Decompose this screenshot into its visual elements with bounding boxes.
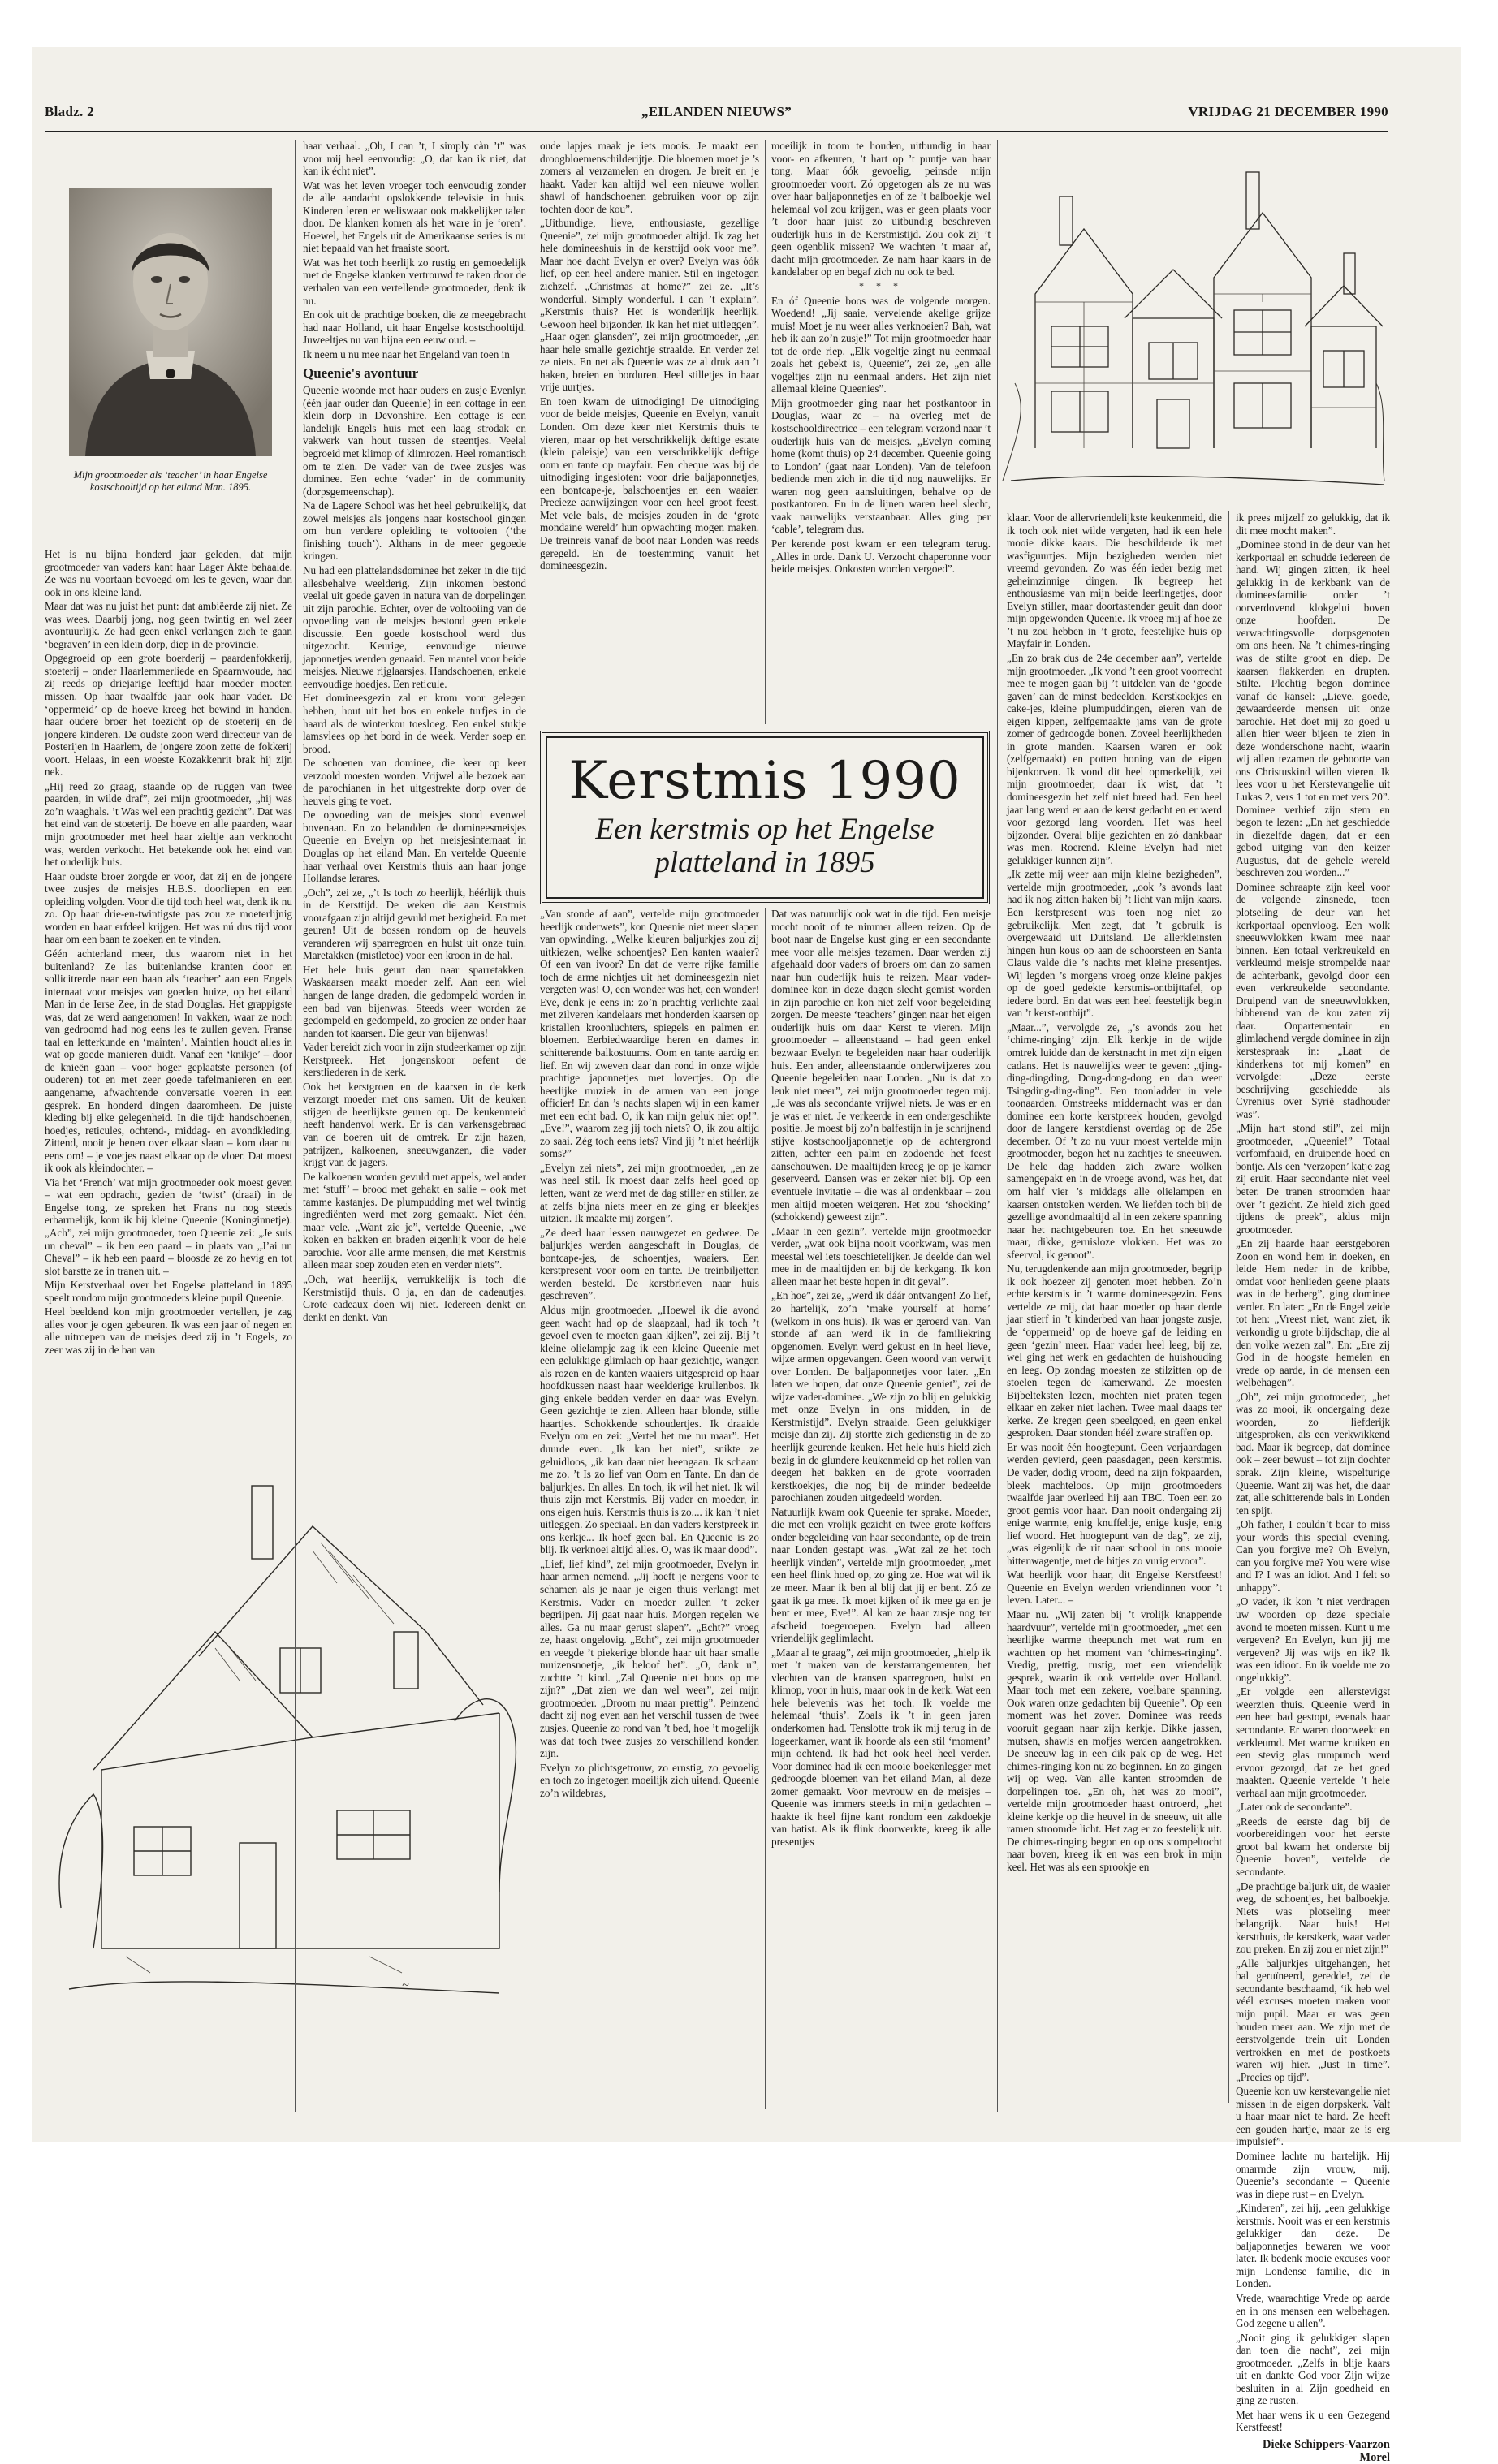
paragraph: De opvoeding van de meisjes stond evenwel bovenaan. En zo belandden de domineesmeisjes Queenie en Evelyn op het meisjesinternaat in Douglas op het eiland Man. En vertelde Queenie haar verhaal over Kerstmis thuis aan haar jonge Hollandse lerares. — [303, 809, 526, 885]
paragraph: „Dominee stond in de deur van het kerkportaal en schudde iedereen de hand. Wij gingen zitten, ik heel gelukkig in de kerkbank van de domineesfamilie onder ’t oorverdovend klokgelui boven onze hoofden. De verwachtingsvolle dorpsgenoten om ons heen. Na ’t chimes-ringing was de stilte groot en diep. De kaarsen flakkerden en drupten. Stilte. Plechtig begon dominee vanaf de kansel: „Lieve, goede, gewaardeerde mensen uit onze parochie. Het doet mij zo goed u allen hier weer bijeen te zien in deze wonderschone nacht, waarin wij allen tezamen de geboorte van ons Christuskind willen vieren. Ik lees voor u het Kerstevangelie uit Lukas 2, vers 1 tot en met vers 20”. Dominee verhief zijn stem en begon te lezen: „En het geschiedde in diezelfde dagen, dat er een gebod uitging van den keizer Augustus, dat de gehele wereld beschreven zou worden...” — [1236, 538, 1390, 879]
paragraph: „Uitbundige, lieve, enthousiaste, gezellige Queenie”, zei mijn grootmoeder altijd. Ik zag het hele domineeshuis in de kersttijd ook voor me”. Maar hoe dacht Evelyn er over? Evelyn was óók lief, op een heel andere manier. Stil en ingetogen zichzelf. „Christmas at home?” zei ze. „It’s wonderful. Simply wonderful. I can ’t explain”. „Kerstmis thuis? Het is wonderlijk heerlijk. Gewoon heel bijzonder. Ik kan het niet uitleggen”. „Haar ogen glansden”, zei mijn grootmoeder, „en haar hele smalle gezichtje straalde. En verder zei ze niets. En net als Queenie was ze al druk aan ’t haken, breien en borduren. Heel stilletjes in haar vrije uurtjes. — [540, 217, 759, 394]
paragraph: Mijn Kerstverhaal over het Engelse platteland in 1895 speelt rondom mijn grootmoeders kleine pupil Queenie. — [45, 1279, 292, 1304]
paragraph: ik prees mijzelf zo gelukkig, dat ik dit mee mocht maken”. — [1236, 511, 1390, 537]
column-rule — [997, 140, 998, 2112]
paragraph: „Maar al te graag”, zei mijn grootmoeder, „hielp ik met ’t maken van de kerstarrangementen, het vlechten van de kransen sparregroen, hulst en klimop, voor in huis, maar ook in de kerk. Wat een hele belevenis was het toch. Ik voelde me helemaal ‘thuis’. Zoals ik ’t in geen jaren onderkomen had. Tenslotte trok ik mij terug in de logeerkamer, want ik hoorde als een stil ‘moment’ mijn ochtend. Ik had het ook heel heel verder. Voor dominee had ik een mooie boekenlegger met gedroogde bloemen van het eiland Man, al deze zomer gemaakt. Voor mevrouw en de meisjes – Queenie was immers steeds in mijn gedachten – haakte ik heel fijne kant rondom een zakdoekje van batist. Als ik flink doorwerkte, kreeg ik alle presentjes — [771, 1646, 991, 1848]
paragraph: Géén achterland meer, dus waarom niet in het buitenland? Ze las buitenlandse kranten door en sollicitrerde naar een baan als ‘teacher’ aan een Engels internaat voor meisjes van goeden huize, op het eiland Man in de Ierse Zee, in de stad Douglas. Het grappigste was, dat ze werd aangenomen! In vakken, waar ze noch van gedroomd had nog eens les te zullen geven. Franse taal en letterkunde en ‘mainten’. Maintien houdt alles in wat op goede manieren duidt. Vanaf een ‘knikje’ – door de knieën gaan – voor hoger geplaatste personen (of ouderen) tot en met zeer goede tafelmanieren en een aangename, afwachtende conversatie voeren in een gesprek. En honderd dingen daaromheen. De juiste kleding bij elke gelegenheid. In die tijd: handschoenen, hoedjes, reticules, ochtend-, middag- en avondkleding. Zittend, nooit je benen over elkaar slaan – kom daar nu eens om! – je voetjes naast elkaar op de vloer. Dat moest ik ook als kleindochter. – — [45, 947, 292, 1175]
paragraph: „De prachtige baljurk uit, de waaier weg, de schoentjes, het balboekje. Niets was plotseling meer belangrijk. Naar huis! Het kerstthuis, de kerstkerk, waar vader zou preken. En zij zou er niet zijn!” — [1236, 1879, 1390, 1956]
paragraph: Het hele huis geurt dan naar sparretakken. Waskaarsen maakt moeder zelf. Aan een wiel hangen de lange draden, die gedompeld worden in een bad van bijenwas. Steeds weer worden ze gedompeld en gedompeld, zo groeien ze onder haar handen tot kaarsen. Die geur van bijenwas! — [303, 963, 526, 1039]
paragraph: Wat heerlijk voor haar, dit Engelse Kerstfeest! Queenie en Evelyn werden vriendinnen voor ’t leven. Later... – — [1007, 1569, 1222, 1607]
paragraph: Wat was het leven vroeger toch eenvoudig zonder de alle aandacht opslokkende televisie in huis. Kinderen leren er weliswaar ook makkelijker talen door. De klanken komen als het ware in je ‘oren’. Hoewel, het Engels uit de Amerikaanse series is nu niet bepaald van het fraaiste soort. — [303, 179, 526, 255]
paragraph: Per kerende post kwam er een telegram terug. „Alles in orde. Dank U. Verzocht chaperonne voor beide meisjes. Onkosten worden vergoed”. — [771, 537, 991, 576]
page-header — [45, 104, 1388, 132]
paragraph: Met haar wens ik u een Gezegend Kerstfeest! — [1236, 2408, 1390, 2434]
paragraph: Evelyn zo plichtsgetrouw, zo ernstig, zo gevoelig en toch zo ingetogen moeilijk zich uitend. Queenie zo’n wildebras, — [540, 1761, 759, 1799]
section-separator: * * * — [859, 280, 903, 292]
issue-date: VRIJDAG 21 DECEMBER 1990 — [1188, 104, 1388, 119]
paragraph: „Och”, zei ze, „’t Is toch zo heerlijk, héérlijk thuis in de Kersttijd. De weken die aan Kerstmis voorafgaan zijn altijd gevuld met bezigheid. En met geuren! Uit de bossen rondom op de heuvels veranderen wij sparregroen en hulst uit onze tuin. Maretakken (mistletoe) voor een kroon in de hal. — [303, 886, 526, 962]
paragraph: En óf Queenie boos was de volgende morgen. Woedend! „Jij saaie, vervelende akelige grijze muis! Moet je nu weer alles verknoeien? Bah, wat heb ik aan zo’n zusje!” Tot mijn grootmoeder haar tot de orde riep. „Elk vogeltje zingt nu eenmaal zoals het gebekt is, Queenie”, zei ze, „en alle vogeltjes zijn nu eenmaal anders. Het zijn niet allemaal kleine Queenies”. — [771, 294, 991, 395]
paragraph: Ook het kerstgroen en de kaarsen in de kerk verzorgt moeder met ons samen. Uit de keuken stijgen de heerlijkste geuren op. De keukenmeid heeft handenvol werk. Er is dan varkensgebraad van de boeren uit de omtrek. Er zijn hazen, patrijzen, kalkoenen, sneeuwganzen, die vader krijgt van de jagers. — [303, 1080, 526, 1169]
paragraph: „En zij haarde haar eerstgeboren Zoon en wond hem in doeken, en leide Hem neder in de kribbe, omdat voor henlieden geene plaats was in de herberg”, ging dominee verder. En later: „En de Engel zeide tot hen: „Vreest niet, want ziet, ik verkondig u grote blijdschap, die al den volke wezen zal”. En: „Ere zij God in de hoogste hemelen en vrede op aarde, in de mensen een welbehagen”. — [1236, 1237, 1390, 1389]
paragraph: Natuurlijk kwam ook Queenie ter sprake. Moeder, die met een vrolijk gezicht en twee grote koffers onder begeleiding van haar secondante, op de trein naar Londen gestapt was. „Wat zal ze het toch heerlijk vinden”, vertelde mijn grootmoeder, „met een heel flink hoed op, zo ging ze. Hoe wat wil ik ze meer. Maar ik ben al blij dat jij er bent. Zó ze gaat ik ga mee. Ik moet kijken of ik mee ga en je bent er mee, Eve!”. Al kan ze haar zusje nog ter afscheid toegeroepen. Evelyn had alleen vriendelijk geglimlacht. — [771, 1505, 991, 1645]
paragraph: „Och, wat heerlijk, verrukkelijk is toch die Kerstmistijd thuis. O ja, en dan de cadeautjes. Grote cadeaux doen wij niet. Iedereen denkt en denkt en denkt. Van — [303, 1273, 526, 1323]
paragraph: Ik neem u nu mee naar het Engeland van toen in — [303, 347, 510, 360]
paragraph: klaar. Voor de allervriendelijkste keukenmeid, die ik toch ook niet wilde vergeten, had ik een hele mooie dikke kaars. Die beschilderde ik met wasfiguurtjes. Mijn bezigheden werden niet vreemd gevonden. Zo was één ieder bezig met geheimzinnige dingen. Ik begreep het enthousiasme van mijn beide leerlingetjes, door Evelyn stiller, maar doortastender geuit dan door mijn opgewonden Queenie. Ik vroeg mij af hoe ze ’t nu zou hebben in ’t grote, feestelijke huis op Mayfair in Londen. — [1007, 511, 1222, 650]
paragraph: „Lief, lief kind”, zei mijn grootmoeder, Evelyn in haar armen nemend. „Jij hoeft je nergens voor te schamen als je naar je eigen thuis verlangt met Kerstmis. Vader en moeder zullen ’t zeker begrijpen. Jij gaat naar huis. Morgen regelen we alles. Ga nu maar gerust slapen”. „Echt?” vroeg ze, haast ongelovig. „Echt”, zei mijn grootmoeder en veegde ’t piekerige blonde haar uit haar smalle muizensnoetje, „ik beloof het”. „O, dank u”, zuchtte ’t kind. „Zal Queenie niet boos op me zijn?” „Dat zien we dan wel weer”, zei mijn grootmoeder. „Droom nu maar prettig”. Peinzend dacht zij nog even aan het verschil tussen de twee zusjes. Queenie zo rond van ’t bed, hoe ’t mogelijk was dat toch twee zusjes zo verschillend konden zijn. — [540, 1557, 759, 1760]
headline-box — [546, 736, 984, 899]
paragraph: Na de Lagere School was het heel gebruikelijk, dat zowel meisjes als jongens naar kostschool gingen om hun verdere opleiding te voltooien (‘the finishing touch’). Althans in de meer gegoede kringen. — [303, 499, 526, 563]
paragraph: En ook uit de prachtige boeken, die ze meegebracht had naar Holland, uit haar Engelse kostschooltijd. Juweeltjes nu van bijna een eeuw oud. – — [303, 309, 526, 347]
paragraph: „Maar...”, vervolgde ze, „’s avonds zou het ‘chime-ringing’ zijn. Elk kerkje in de wijde omtrek luidde dan de kerstnacht in met zijn eigen cadans. Het is nauwelijks weer te geven: „tjing-ding-dingding, Dong-dong-dong en dan weer Tsingding-ding-ding”. Een toonladder in vele toonaarden. Omstreeks middernacht was er dan dominee een korte kerstpreek houden, gevolgd door de langere kerstdienst overdag op de 25e december. Of ’t zo nu vuur moest vertelde mijn grootmoeder, begon het nu zachtjes te sneeuwen. De hele dag hadden zich zware wolken samengepakt en in de vroege avond, was het, dat om half vier ’s middags alle olielampen en kaarsen ontstoken werden. We liefden toch bij de gezellige avondmaaltijd al in een zekere spanning naar het nachtgebeuren toe. En het sneeuwde maar, dikke, geruisloze vlokken. Het was zo sfeervol, ik genoot”. — [1007, 1021, 1222, 1261]
paragraph: „Maar in een gezin”, vertelde mijn grootmoeder verder, „wat ook bijna nooit voorkwam, was men meestal wel iets toeschietelijker. Je deelde dan wel mee in de maaltijden en bij de kerkgang. Ik kon alleen maar het beste hopen in dit geval”. — [771, 1224, 991, 1288]
paragraph: Aldus mijn grootmoeder. „Hoewel ik die avond geen wacht had op de slaapzaal, had ik toch ’t gevoel even te moeten gaan kijken”, zei zij. Bij ’t kleine olielampje zag ik een kleine Queenie met een gelukkige glimlach op haar gezichtje, wangen als rozen en de kanten waaiers uitgespreid op haar hoofdkussen naast haar weelderige krullenbos. Ik ging enkele bedden verder en daar was Evelyn. Geen gezichtje te zien. Alleen haar blonde, stille haartjes. Schokkende schoudertjes. Ik draaide Evelyn om en zei: „Vertel het me nu maar”. Het duurde even. „Ik kan het niet”, snikte ze geluidloos, „ik kan daar niet heengaan. Ik schaam me zo. ’t Is zo lief van Oom en Tante. En dan de baljurkjes. En alles. En toch, ik wil het niet. Ik wil thuis zijn met Kerstmis. Bij vader en moeder, in ons eigen huis. Kerstmis thuis is zo.... ik kan ’t niet uitleggen. Zo speciaal. En dan vaders kerstpreek in ons kerkje... Ik hoef geen bal. En Queenie is zo blij. Ik verknoei altijd alles. O, was ik maar dood”. — [540, 1303, 759, 1556]
mansion-sketch — [1003, 140, 1392, 501]
paragraph: „Hij reed zo graag, staande op de ruggen van twee paarden, in wilde draf”, zei mijn grootmoeder, „hij was zo’n waaghals. ’t Was wel een prachtig gezicht”. Dat was het eind van de stoeterij. De hoeve en alle paarden, waar mijn grootmoeder met heel haar zieltje aan verknocht was, werden verkocht. Het betekende ook het eind van het ouderlijk huis. — [45, 779, 292, 869]
paragraph: oude lapjes maak je iets moois. Je maakt een droogbloemenschilderijtje. Die bloemen moet je ’s zomers al verzamelen en drogen. Je breit en je haakt. Vader kan altijd wel een nieuwe wollen shawl of handschoenen gebruiken voor op zijn tochten door de kou”. — [540, 140, 759, 215]
paragraph: Wat was het toch heerlijk zo rustig en gemoedelijk met de Engelse klanken vertrouwd te raken door de verhalen van een vertellende grootmoeder, denk ik nu. — [303, 256, 526, 307]
paragraph: Queenie woonde met haar ouders en zusje Evenlyn (één jaar ouder dan Queenie) in een cottage in een klein dorp in Devonshire. Een cottage is een landelijk Engels huis met een laag strodak en vakwerk van hout tussen de steentjes. Veelal begroeid met klimop of klimrozen. Heel romantisch om te zien. De vader van de twee zusjes was dominee. Een echte ‘vader’ in de community (dorpsgemeenschap). — [303, 384, 526, 498]
paragraph: Vrede, waarachtige Vrede op aarde en in ons mensen een welbehagen. God zegene u allen”. — [1236, 2292, 1390, 2330]
paragraph: „Oh father, I couldn’t bear to miss your words this special evening. Can you forgive me? Oh Evelyn, can you forgive me? You were wise and I? I was an idiot. And I felt so unhappy”. — [1236, 1518, 1390, 1594]
paragraph: Nu had een plattelandsdominee het zeker in die tijd allesbehalve weelderig. Zijn inkomen bestond veelal uit goede gaven in natura van de dorpelingen uit zijn parochie. Echter, over de voltooiing van de opvoeding van de meisjes bestond geen enkele discussie. Een goede kostschool werd dus uitgezocht. Keurige, eenvoudige nieuwe japonnetjes werden genaaid. Een mantel voor beide meisjes. Nieuwe rijglaarsjes. Handschoenen, enkele eenvoudige hoedjes. Een reticule. — [303, 563, 526, 690]
author-signature: Dieke Schippers-Vaarzon Morel — [1263, 2438, 1390, 2464]
article-column-3-top — [540, 140, 759, 708]
paragraph: De schoenen van dominee, die keer op keer verzoold moesten worden. Vrijwel alle bezoek aan de parochianen in het uitgestrekte dorp over de heuvels ging te voet. — [303, 757, 526, 807]
paragraph: Mijn grootmoeder ging naar het postkantoor in Douglas, waar ze – na overleg met de kostschooldirectrice – een telegram verzond naar ’t ouderlijk huis van de meisjes. „Evelyn coming home (komt thuis) op 24 december. Queenie going to London’ (gaat naar Londen). Van de telefoon bediende men zich in die tijd nog nauwelijks. Er waren nog geen aansluitingen, behalve op de postkantoren. En in de lijnen waren heel slecht, vaak nauwelijks verstaanbaar. Alles ging per ‘cable’, telegram dus. — [771, 396, 991, 536]
sketch-signature-mark: ~ — [402, 1979, 409, 1992]
paragraph: Heel beeldend kon mijn grootmoeder vertellen, je zag alles voor je ogen gebeuren. Ik was een jaar of negen en alle uitroepen van de meisjes deed zij in ’t Engels, zo zeer was zij in de ban van — [45, 1305, 292, 1356]
article-column-3-bottom — [540, 908, 759, 2109]
paragraph: „Evelyn zei niets”, zei mijn grootmoeder, „en ze was heel stil. Ik moest daar zelfs heel goed op letten, want ze werd met de dag stiller en stiller, ze at zelfs bijna niets meer en ze ging er bleekjes uitzien. Ik maakte mij zorgen”. — [540, 1161, 759, 1225]
portrait-illustration — [69, 188, 272, 456]
paragraph: Maar dat was nu juist het punt: dat ambiëerde zij niet. Ze was wees. Daarbij jong, nog geen twintig en wel zeer avontuurlijk. Ze had geen enkel verlangen zich te gaan ‘begraven’ in een klein dorp, diep in de provincie. — [45, 600, 292, 650]
paragraph: „En hoe”, zei ze, „werd ik dáár ontvangen! Zo lief, zo hartelijk, zo’n ‘make yourself at home’ (welkom in ons huis). Ik was er geroerd van. Van stonde af aan werd ik in de familiekring opgenomen. Evelyn werd gekust en in heel lieve, wijze armen opgevangen. Geen woord van verwijt over Londen. De baljaponnetjes voor later. „En laten we hopen, dat onze Queenie geniet”, zei de wijze vader-dominee. „We zijn zo blij en gelukkig met onze Evelyn in ons midden, in de Kerstmistijd”. Evelyn straalde. Geen gelukkiger meisje dan zij. Zij stortte zich gedienstig in de zo heerlijk geurende keuken. Het hele huis hield zich bezig in de glundere keukenmeid op het rollen van deegen het bakken en de grote voorraden kerstkoekjes, die nog bij de minder bedeelde parochianen zouden uitgedeeld worden. — [771, 1289, 991, 1504]
page-number: Bladz. 2 — [45, 104, 94, 119]
paragraph: haar verhaal. „Oh, I can ’t, I simply càn ’t” was voor mij heel eenvoudig: „O, dat kan ik niet, dat kan ik écht niet”. — [303, 140, 526, 178]
headline-subtitle: Een kerstmis op het Engelse platteland in 1895 — [595, 813, 935, 879]
paragraph: „Ik zette mij weer aan mijn kleine bezigheden”, vertelde mijn grootmoeder, „ook ’s avonds laat had ik nog zitten haken bij ’t licht van mijn kaars. Een kerstpresent was toen nog niet zo gebruikelijk. Men zegt, dat ’t gebruik is overgewaaid uit Duitsland. De allerkleinsten hingen hun kous op aan de schoorsteen en Santa Claus valde die ’s nachts met kleine presentjes. Wij legden ’s morgens vroeg onze kleine pakjes op de goed gedekte kerstmis-ontbijttafel, op iedere bord. En dat was een heel feestelijk begin van ’t kerst-ontbijt”. — [1007, 868, 1222, 1020]
paragraph: „Van stonde af aan”, vertelde mijn grootmoeder heerlijk ouderwets”, kon Queenie niet meer slapen van opwinding. „Welke kleuren baljurkjes zou zij uitkiezen, welke schoentjes? Een kanten waaier? Of een van ivoor? En dat de verre rijke familie toch de arme nichtjes uit het domineesgezin niet vergeten was! O, een wonder was het, een wonder! Eve, denk je eens in: zo’n prachtig verlichte zaal met zilveren kandelaars met honderden kaarsen op kristallen kroonluchters, spiegels en palmen en bloemen. Eerbiedwaardige heren en dames in schitterende balkostuums. Oom en tante aardig en lief. En wij zweven daar dan rond in onze wijde prachtige japonnetjes met lovertjes. Op die heerlijke muziek in de armen van een jonge officier! En dan ’s nachts slapen wij in een kamer met een echt bad. O, ik kan mijn geluk niet op!”. „Eve!”, waarom zeg jij toch niets? O, ik zou altijd zo saai. Zég toch eens iets? Vind jij ’t niet heérlijk soms?” — [540, 908, 759, 1160]
paragraph: „Reeds de eerste dag bij de voorbereidingen voor het eerste groot bal kwam het onderste bij Queenie boven”, vertelde de secondante. — [1236, 1815, 1390, 1878]
paragraph: Het domineesgezin zal er krom voor gelegen hebben, hout uit het bos en enkele turfjes in de haard als de winterkou toesloeg. Een enkel stukje lamsvlees op het bord in de week. Verder soep en brood. — [303, 692, 526, 755]
article-column-6 — [1236, 511, 1390, 2464]
portrait-caption: Mijn grootmoeder als ‘teacher’ in haar Engelse kostschooltijd op het eiland Man. 1895. — [73, 469, 268, 493]
column-rule — [1228, 511, 1229, 2103]
headline-title: Kerstmis 1990 — [568, 751, 961, 811]
column-rule — [295, 140, 296, 2112]
paragraph: „Nooit ging ik gelukkiger slapen dan toen die nacht”, zei mijn grootmoeder. „Zelfs in blije kaars uit en dankte God voor Zijn wijze besluiten in al Zijn goedheid en ging ze rusten. — [1236, 2331, 1390, 2407]
article-column-4-top — [771, 140, 991, 708]
paragraph: Opgegroeid op een grote boerderij – paardenfokkerij, stoeterij – onder Haarlemmerliede en Spaarnwoude, had zij reeds op driejarige leeftijd haar moeder moeten missen. Op haar twaalfde jaar ook haar vader. De ‘oppermeid’ op de hoeve kreeg het bewind in handen, haar oudere broer het toezicht op de stoeterij en de jongere kinderen. De oudste zoon werd directeur van de Posterijen in Haarlem, de jongere zoon zette de fokkerij voort. Helaas, in een woeste Kozakkenrit brak hij zijn nek. — [45, 652, 292, 779]
paragraph: Het is nu bijna honderd jaar geleden, dat mijn grootmoeder van vaders kant haar Lager Akte behaalde. Ze was nu voortaan bevoegd om les te geven, waar dan ook in ons kleine land. — [45, 548, 292, 598]
paragraph: En toen kwam de uitnodiging! De uitnodiging voor de beide meisjes, Queenie en Evelyn, vanuit Londen. Om deze keer niet Kerstmis thuis te vieren, maar op het verschrikkelijk deftige estate (klein paleisje) van een verschrikkelijk deftige oom en tante op mayfair. Een cheque was bij de uitnodiging ingesloten: voor drie baljaponnetjes, een bontcape-je, balschoentjes en een waaier. Precieze aanwijzingen voor een heel groot feest. Met vele bals, de meisjes zouden in de ‘grote mondaine wereld’ hun opwachting mogen maken. De treinreis vanaf de boot naar Londen was reeds geregeld. En de toestemming vanuit het domineesgezin. — [540, 395, 759, 572]
paragraph: Via het ‘French’ wat mijn grootmoeder ook moest geven – wat een opdracht, gezien de ‘twist’ (draai) in de Engelse tong, ze spreken het Frans nu nog steeds erbarmelijk, kom ik bij kleine Queenie (Koninginnetje). „Ach”, zei mijn grootmoeder, toen Queenie zei: „Je suis un cheval” – ik ben een paard – in plaats van „J’ai un Cheval” – ik heb een paard – bloosde ze zo hevig en tot slot barstte ze in tranen uit. – — [45, 1176, 292, 1277]
paragraph: Er was nooit één hoogtepunt. Geen verjaardagen werden gevierd, geen paasdagen, geen kerstmis. De vader, dodig vroom, deed na zijn fokpaarden, bleek machteloos. Op mijn grootmoeders twaalfde jaar overleed hij aan TBC. Toen een zo groot gemis voor haar. Dan nooit ondergaing zij enige warmte, enig knuffeltje, enige kusje, enig lief woord. Het hoogtepunt van de dag”, ze zij, „was eigenlijk de rit naar school in ons mooie hittenwagentje, met de hitjes zo vurig ervoor”. — [1007, 1440, 1222, 1567]
paragraph: „Later ook de secondante”. — [1236, 1801, 1353, 1814]
newspaper-name: „EILANDEN NIEUWS” — [641, 104, 792, 119]
paragraph: De kalkoenen worden gevuld met appels, wel ander met ‘stuff’ – brood met gehakt en salie – ook met tamme kastanjes. De plumpudding met wel twintig ingrediënten werd met zorg gemaakt. Niet één, maar vele. „Want zie je”, vertelde Queenie, „we koken en bakken en braden eigenlijk voor de hele parochie. Voor alle arme mensen, die met Kerstmis alleen maar soep zouden eten en verder niets”. — [303, 1170, 526, 1271]
paragraph: „Kinderen”, zei hij, „een gelukkige kerstmis. Nooit was er een kerstmis gelukkiger dan deze. De baljaponnetjes bewaren we voor later. Ik bedenk mooie excuses voor mijn Londense familie, die in Londen. — [1236, 2202, 1390, 2290]
article-column-2 — [303, 140, 526, 2121]
paragraph: „Mijn hart stond stil”, zei mijn grootmoeder, „Queenie!” Totaal verfomfaaid, en druipende hoed en bontje. Als een ‘verzopen’ katje zag zij eruit. Haar secondante niet veel beter. De tranen stroomden haar over ’t gezicht. Ze hield zich goed tijdens de preek”, aldus mijn grootmoeder. — [1236, 1122, 1390, 1236]
article-column-5 — [1007, 511, 1222, 2103]
paragraph: „En zo brak dus de 24e december aan”, vertelde mijn grootmoeder. „Ik vond ’t een groot voorrecht mee te mogen gaan bij ’t uitdelen van de ‘goede gaven’ aan de minst bedeelden. Kerstkoekjes en cake-jes, kleine plumpuddingen, eieren van de eigen kippen, zelfgemaakte jams van de grote zomer of gedroogde bonen. Zoveel heerlijkheden in grote manden. Kaarsen waren er ook (zelfgemaakt) en potten honing van de eigen bijenkorven. Ik vond dit heel opmerkelijk, zei mijn grootmoeder, daar ik wist, dat ’t domineesgezin het zelf niet breed had. Een heel jaar lang werd er aan de kerst gedacht en er werd voor gezorgd lang voorden. Het was heel bijzonder. Overal blije gezichten en zó dankbaar was men. Roerend. Kleine Evelyn had niet gelukkiger kunnen zijn”. — [1007, 652, 1222, 866]
paragraph: Dat was natuurlijk ook wat in die tijd. Een meisje mocht nooit of te nimmer alleen reizen. Op de boot naar de Engelse kust ging er een secondante mee voor alle meisjes tezamen. Daar werden zij afgehaald door vaders of broers om dan zo samen naar hun ouderlijk huis te reizen. Maar vader-dominee kon in deze dagen slecht gemist worden in zijn parochie en kon niet zelf voor begeleiding zorgen. De meeste ‘teachers’ gingen naar het eigen ouderlijk huis om daar Kerst te vieren. Mijn grootmoeder – alleenstaand – had geen enkel bezwaar Evelyn te begeleiden naar haar ouderlijk huis. Een ander, alleenstaande onderwijzeres zou Queenie begeleiden naar Londen. „Nu is dat zo leuk niet meer”, zei mijn grootmoeder tegen mij. „Je was als secondante vrijwel niets. Je was er en je was er niet. Je verkeerde in een ondergeschikte positie. Je moest bij zo’n balfestijn in je schrijnend stijve kostschooljaponnetje op de achtergrond zitten, achter een palm en zodoende het feest aanschouwen. De maaltijden kreeg je op je kamer geserveerd. Dansen was er zeker niet bij. Op een eventuele invitatie – die was al ondenkbaar – zou men altijd moeten weigeren. Het zou ‘shocking’ (schokkend) geweest zijn”. — [771, 908, 991, 1223]
column-rule — [765, 140, 766, 724]
paragraph: moeilijk in toom te houden, uitbundig in haar voor- en afkeuren, ’t hart op ’t puntje van haar tong. Maar óók gevoelig, peinsde mijn grootmoeder voort. Zó opgetogen als ze nu was over haar baljaponnetjes en of ze ’t balboekje wel helemaal vol zou krijgen, was er geen plaats voor ’t door haar juist zo uitbundig beschreven ouderlijk huis in de Kerstmistijd. Zou ook zij ’t geen ogenblik missen? We wachten ’t maar af, dacht mijn grootmoeder. Ze nam haar kaars in de kandelaber op en begaf zich nu ook te bed. — [771, 140, 991, 278]
article-column-4-bottom — [771, 908, 991, 2109]
paragraph: Nu, terugdenkende aan mijn grootmoeder, begrijp ik ook hoezeer zij genoten moet hebben. Zo’n echte kerstmis in ’t warme domineesgezin. Eens vertelde ze mij, dat haar moeder op haar derde jaar stierf in ’t kinderbed van haar jongste zusje, de ‘oppermeid’ op de hoeve gaf de leiding en geen ‘gezin’ meer. Haar vader heel leeg, bij ze, wel ging het werk en gedachten de huishouding en leeg. Op zondag moesten ze stilzitten op de stoelen tegen de kamerwand. Ze moesten Bijbelteksten lezen, mochten niet praten tegen elkaar en zeker niet lachen. Twee maal daags ter kerke. Ze kregen geen speelgoed, en geen enkel gesproken. Daar stonden héél zware straffen op. — [1007, 1262, 1222, 1439]
paragraph: „O vader, ik kon ’t niet verdragen uw woorden op deze speciale avond te moeten missen. Kunt u me vergeven? En Evelyn, kun jij me vergeven? Jij was wijs en ik? Ik was een idioot. En ik voelde me zo ongelukkig”. — [1236, 1595, 1390, 1684]
paragraph: Haar oudste broer zorgde er voor, dat zij en de jongere twee zusjes de meisjes H.B.S. doorliepen en een opleiding volgden. Voor die tijd toch heel wat, denk ik nu zo. Op haar drie-en-twintigste pas zou ze moeterlijnig worden en haar erfdeel krijgen. Het was nú dus tijd voor haar om een baan te zoeken en te vinden. — [45, 870, 292, 946]
paragraph: Maar nu. „Wij zaten bij ’t vrolijk knappende haardvuur”, vertelde mijn grootmoeder, „met een heerlijke warme theepunch met wat rum en wachtten op het moment van ‘chimes-ringing’. Vredig, prettig, rustig, met een vriendelijk gesprek, waarin ik ook vertelde over Holland. Maar toch met een zekere, voelbare spanning. Ook waren onze gedachten bij Queenie”. Op een moment was het zover. Dominee was reeds vooruit gegaan naar zijn kerkje. Dikke jassen, mutsen, shawls en mofjes werden aangetrokken. De sneeuw lag in een dik pak op de weg. Het chimes-ringing kon nu zo beginnen. En zo gingen wij op weg. Van alle kanten stroomden de dorpelingen toe. „En oh, het was zo mooi”, vertelde mijn grootmoeder haast ontroerd, „het kleine kerkje op die heuvel in de sneeuw, uit alle ramen stroomde licht. Het zag er zo feestelijk uit. De chimes-ringing begon en op ons stompeltocht naar boven, kreeg ik en was een brok in mijn keel. Het was als een sprookje en — [1007, 1608, 1222, 1873]
column-rule — [765, 908, 766, 2109]
paragraph: Dominee lachte nu hartelijk. Hij omarmde zijn vrouw, mij, Queenie’s secondante – Queenie was in diepe rust – en Evelyn. — [1236, 2150, 1390, 2200]
paragraph: „Ze deed haar lessen nauwgezet en gedwee. De baljurkjes werden aangeschaft in Douglas, de bontcape-jes, de schoentjes, waaiers. Een kerstpresent voor oom en tante. De treinbiljetten werden besteld. De kerstbrieven naar huis geschreven”. — [540, 1226, 759, 1302]
section-heading: Queenie's avontuur — [303, 365, 419, 382]
paragraph: Queenie kon uw kerstevangelie niet missen in de eigen dorpskerk. Valt u haar maar niet te hard. Ze heeft een gouden hartje, maar ze is erg impulsief”. — [1236, 2085, 1390, 2148]
paragraph: „Oh”, zei mijn grootmoeder, „het was zo mooi, ik ondergaing deze woorden, zo liefderijk uitgesproken, als een verkwikkend bad. Maar ik begreep, dat dominee ook – zeer bewust – tot zijn dochter sprak. Zijn kleine, wispelturige Queenie. Want zij was het, die daar zat, alle schitterende bals in Londen ten spijt. — [1236, 1390, 1390, 1517]
paragraph: Vader bereidt zich voor in zijn studeerkamer op zijn Kerstpreek. Het jongenskoor oefent de kerstliederen in de kerk. — [303, 1041, 526, 1079]
paragraph: „Alle baljurkjes uitgehangen, het bal geruïneerd, geredde!, zei de secondante beschaamd, ‘ik heb wel véél excuses moeten maken voor mijn pupil. Maar er was geen houden meer aan. We zijn met de eerstvolgende trein uit Londen vertrokken en met de postkoets waren wij hier. „Just in time”. „Precies op tijd”. — [1236, 1957, 1390, 2083]
paragraph: Dominee schraapte zijn keel voor de volgende zinsnede, toen plotseling de deur van het kerkportaal openvloog. Een wolk sneeuwvlokken kwam mee naar binnen. Een totaal verkreukeld en verkleumd meisje strompelde naar de achterbank, gevolgd door een even verkreukelde secondante. Druipend van de sneeuwvlokken, bibberend van de kou zaten zij daar. Onpartementair en glimlachend vergde dominee in zijn kerstespraak in: „Laat de kinderkens tot mij komen” en vervolgde: „Deze eerste beschrijving geschiedde als Cyrenius over Syrië stadhouder was”. — [1236, 880, 1390, 1120]
paragraph: „Er volgde een allerstevigst weerzien thuis. Queenie werd in een heet bad gestopt, evenals haar secondante. Er waren doorweekt en verkleumd. Met warme kruiken en een stevig glas rumpunch werd ervoor gezorgd, dat ze het goed maakten. Queenie vertelde ’t hele verhaal aan mijn grootmoeder. — [1236, 1685, 1390, 1799]
article-column-1 — [45, 548, 292, 1368]
